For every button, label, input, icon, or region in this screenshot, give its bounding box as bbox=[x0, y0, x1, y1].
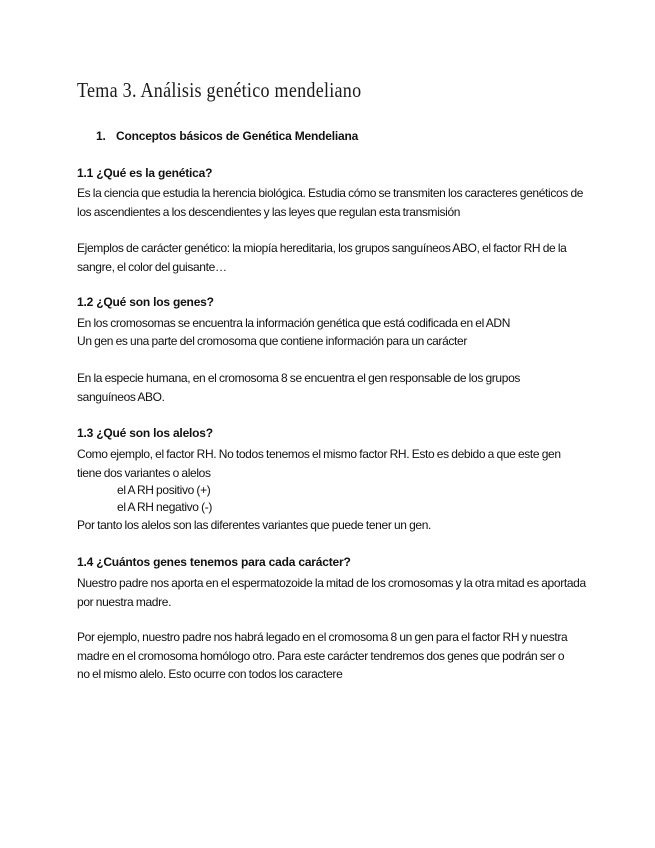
paragraph-1-4-inheritance: Nuestro padre nos aporta en el espermatozoide la mitad de los cromosomas y la otra mitad es aportada por nuestra madre. bbox=[77, 576, 586, 609]
paragraph-1-1-definition: Es la ciencia que estudia la herencia biológica. Estudia cómo se transmiten los caracteres genéticos de los ascendientes a los descendientes y las leyes que regulan esta transmisión bbox=[77, 186, 584, 219]
heading-1-2: 1.2 ¿Qué son los genes? bbox=[77, 295, 214, 309]
paragraph-1-1-examples: Ejemplos de carácter genético: la miopía hereditaria, los grupos sanguíneos ABO, el factor RH de la sangre, el color del guisante… bbox=[77, 241, 567, 274]
section-1-heading bbox=[96, 129, 358, 143]
document-title: Tema 3. Análisis genético mendeliano bbox=[77, 78, 362, 102]
paragraph-1-2-abo: En la especie humana, en el cromosoma 8 se encuentra el gen responsable de los grupos sanguíneos ABO. bbox=[77, 371, 521, 404]
section-1-label: Conceptos básicos de Genética Mendeliana bbox=[116, 129, 359, 143]
section-1-number: 1. bbox=[96, 129, 106, 143]
heading-1-4: 1.4 ¿Cuántos genes tenemos para cada carácter? bbox=[77, 555, 351, 569]
paragraph-1-3-conclusion: Por tanto los alelos son las diferentes variantes que puede tener un gen. bbox=[77, 518, 432, 532]
allele-item-negative: el A RH negativo (-) bbox=[117, 500, 213, 514]
paragraph-1-2-line-1: En los cromosomas se encuentra la información genética que está codificada en el ADN bbox=[77, 316, 511, 330]
heading-1-1: 1.1 ¿Qué es la genética? bbox=[77, 166, 213, 180]
allele-item-positive: el A RH positivo (+) bbox=[117, 483, 211, 497]
paragraph-1-2-line-2: Un gen es una parte del cromosoma que contiene información para un carácter bbox=[77, 334, 467, 348]
paragraph-1-4-example: Por ejemplo, nuestro padre nos habrá legado en el cromosoma 8 un gen para el factor RH y nuestra madre en el cromosoma homólogo otro. Para este carácter tendremos dos genes que podrán ser o no el mismo alelo. Esto ocurre con todos los caractere bbox=[77, 630, 568, 681]
paragraph-1-3-example: Como ejemplo, el factor RH. No todos tenemos el mismo factor RH. Esto es debido a que este gen tiene dos variantes o alelos bbox=[77, 447, 561, 480]
heading-1-3: 1.3 ¿Qué son los alelos? bbox=[77, 426, 213, 440]
